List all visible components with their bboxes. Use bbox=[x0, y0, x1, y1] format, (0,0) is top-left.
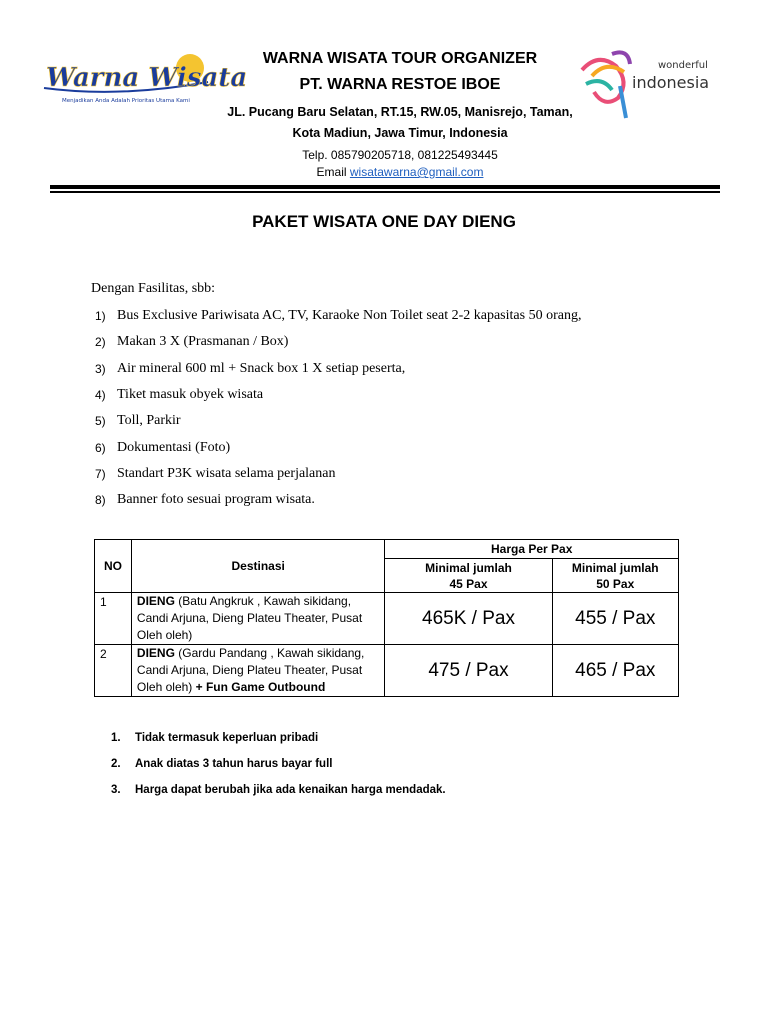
note-number: 3. bbox=[111, 784, 121, 796]
list-number: 4) bbox=[95, 388, 106, 403]
header-min-45-line1: Minimal jumlah bbox=[425, 560, 512, 575]
header-no: NO bbox=[95, 540, 132, 593]
wonderful-indonesia-logo bbox=[572, 46, 722, 126]
price-45-pax: 475 / Pax bbox=[385, 645, 552, 697]
header-min-50-line2: 50 Pax bbox=[596, 576, 635, 591]
list-item bbox=[95, 356, 581, 382]
company-legal-name: PT. WARNA RESTOE IBOE bbox=[299, 76, 501, 93]
list-text: Tiket masuk obyek wisata bbox=[117, 387, 264, 403]
logo-tagline: Menjadikan Anda Adalah Prioritas Utama Kami bbox=[62, 98, 190, 104]
list-number: 8) bbox=[95, 493, 106, 508]
list-text: Makan 3 X (Prasmanan / Box) bbox=[117, 334, 289, 350]
list-number: 1) bbox=[95, 309, 106, 324]
row-destination bbox=[131, 645, 385, 697]
price-table bbox=[94, 539, 679, 697]
note-text: Tidak termasuk keperluan pribadi bbox=[135, 732, 319, 744]
list-text: Air mineral 600 ml + Snack box 1 X setiap peserta, bbox=[117, 360, 406, 376]
list-text: Bus Exclusive Pariwisata AC, TV, Karaoke Non Toilet seat 2-2 kapasitas 50 orang, bbox=[117, 308, 582, 324]
header-min-45 bbox=[385, 559, 552, 593]
header-divider-thin bbox=[50, 191, 720, 193]
address-line-1: JL. Pucang Baru Selatan, RT.15, RW.05, Manisrejo, Taman, bbox=[227, 105, 573, 119]
list-item bbox=[95, 408, 581, 434]
price-45-pax: 465K / Pax bbox=[385, 593, 552, 645]
price-50-pax: 455 / Pax bbox=[552, 593, 678, 645]
table-row bbox=[95, 593, 679, 645]
dest-name: DIENG bbox=[136, 594, 175, 608]
header-min-50-line1: Minimal jumlah bbox=[571, 560, 659, 575]
table-row bbox=[95, 645, 679, 697]
note-number: 1. bbox=[111, 732, 121, 744]
list-text: Banner foto sesuai program wisata. bbox=[117, 492, 315, 508]
list-text: Toll, Parkir bbox=[117, 413, 181, 429]
price-50-pax: 465 / Pax bbox=[552, 645, 678, 697]
list-text: Dokumentasi (Foto) bbox=[117, 439, 231, 455]
list-item bbox=[95, 461, 581, 487]
facilities-list bbox=[95, 303, 581, 513]
list-item bbox=[95, 382, 581, 408]
email-label: Email bbox=[316, 165, 347, 179]
note-number: 2. bbox=[111, 758, 121, 770]
dest-name: DIENG bbox=[136, 646, 175, 660]
header-destinasi: Destinasi bbox=[131, 540, 385, 593]
dest-detail: (Gardu Pandang , Kawah sikidang, Candi Arjuna, Dieng Plateu Theater, Pusat Oleh oleh) bbox=[136, 646, 365, 694]
row-no: 1 bbox=[95, 593, 132, 645]
list-item bbox=[95, 487, 581, 513]
warna-wisata-logo bbox=[40, 48, 248, 108]
logo-wordmark: Warna Wisata bbox=[46, 63, 248, 93]
email-line bbox=[210, 164, 590, 180]
document-title: PAKET WISATA ONE DAY DIENG bbox=[252, 212, 516, 231]
facilities-intro: Dengan Fasilitas, sbb: bbox=[91, 281, 216, 296]
row-no: 2 bbox=[95, 645, 132, 697]
header-price-group: Harga Per Pax bbox=[385, 540, 679, 559]
dest-detail: (Batu Angkruk , Kawah sikidang, Candi Arjuna, Dieng Plateu Theater, Pusat Oleh oleh) bbox=[136, 594, 363, 642]
header-min-50 bbox=[552, 559, 678, 593]
list-item bbox=[95, 329, 581, 355]
list-number: 6) bbox=[95, 440, 106, 455]
header-divider-thick bbox=[50, 185, 720, 189]
company-header bbox=[210, 48, 590, 180]
note-item bbox=[111, 751, 446, 777]
notes-list bbox=[111, 725, 446, 803]
list-number: 3) bbox=[95, 361, 106, 376]
dest-extra: + Fun Game Outbound bbox=[195, 680, 326, 694]
note-item bbox=[111, 725, 446, 751]
email-link[interactable]: wisatawarna@gmail.com bbox=[349, 165, 484, 179]
address-line-2: Kota Madiun, Jawa Timur, Indonesia bbox=[292, 126, 508, 140]
company-name: WARNA WISATA TOUR ORGANIZER bbox=[262, 50, 538, 67]
list-number: 7) bbox=[95, 466, 106, 481]
list-item bbox=[95, 434, 581, 460]
list-number: 5) bbox=[95, 414, 106, 429]
note-text: Anak diatas 3 tahun harus bayar full bbox=[135, 758, 333, 770]
list-text: Standart P3K wisata selama perjalanan bbox=[117, 465, 336, 481]
logo-indonesia: indonesia bbox=[632, 73, 710, 92]
header-min-45-line2: 45 Pax bbox=[449, 576, 488, 591]
table-header-row bbox=[95, 540, 679, 559]
logo-wonderful: wonderful bbox=[658, 60, 708, 71]
note-text: Harga dapat berubah jika ada kenaikan harga mendadak. bbox=[135, 784, 446, 796]
list-item bbox=[95, 303, 581, 329]
list-number: 2) bbox=[95, 335, 106, 350]
note-item bbox=[111, 777, 446, 803]
phone-numbers: Telp. 085790205718, 081225493445 bbox=[302, 148, 498, 162]
row-destination bbox=[131, 593, 385, 645]
